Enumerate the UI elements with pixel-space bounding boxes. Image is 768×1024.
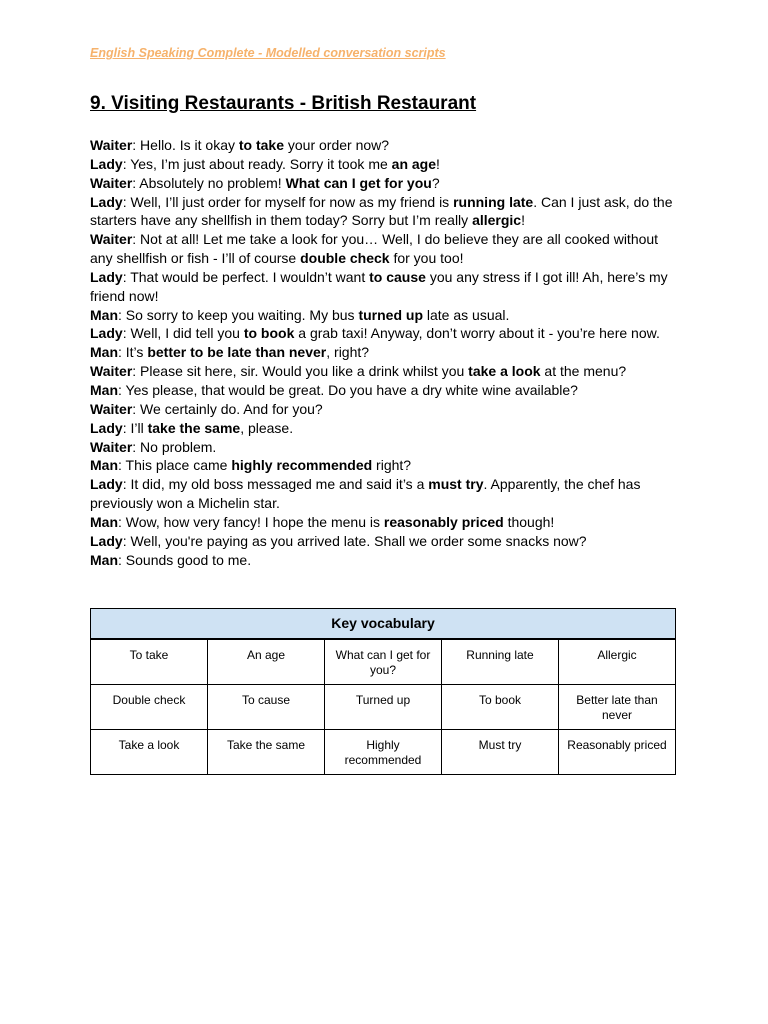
dialogue-line: [90, 324, 680, 343]
document-page: [90, 44, 680, 569]
dialogue-text: , please.: [240, 419, 294, 436]
speaker-name: Man: [90, 381, 118, 398]
dialogue-line: [90, 193, 680, 231]
dialogue-text: : We certainly do. And for you?: [132, 400, 323, 417]
key-vocabulary-table: [90, 608, 676, 775]
speaker-name: Waiter: [90, 231, 133, 248]
conversation-script: [90, 136, 680, 569]
vocab-cell: Highly recommended: [325, 730, 442, 775]
vocab-cell: Double check: [91, 685, 208, 730]
dialogue-text: !: [521, 212, 525, 229]
speaker-name: Lady: [90, 268, 123, 285]
dialogue-text: ?: [431, 174, 440, 191]
dialogue-line: [90, 475, 680, 513]
dialogue-line: [90, 456, 680, 475]
vocab-cell: Take the same: [208, 730, 325, 775]
key-phrase: What can I get for you: [285, 174, 432, 191]
speaker-name: Waiter: [90, 174, 133, 191]
dialogue-text: : Please sit here, sir. Would you like a drink whilst you: [132, 363, 469, 380]
dialogue-line: [90, 438, 680, 457]
dialogue-text: late as usual.: [423, 306, 510, 323]
table-row: [91, 730, 676, 775]
speaker-name: Man: [90, 551, 118, 568]
dialogue-text: right?: [372, 457, 412, 474]
dialogue-line: [90, 268, 680, 306]
dialogue-text: : Well, you're paying as you arrived late. Shall we order some snacks now?: [122, 532, 587, 549]
key-phrase: highly recommended: [231, 457, 373, 474]
dialogue-text: : No problem.: [132, 438, 217, 455]
dialogue-text: : Well, I did tell you: [122, 325, 244, 342]
vocab-cell: Take a look: [91, 730, 208, 775]
vocab-cell: Better late than never: [559, 685, 676, 730]
dialogue-line: [90, 532, 680, 551]
dialogue-text: your order now?: [284, 137, 390, 153]
dialogue-text: !: [436, 155, 440, 172]
dialogue-text: . Apparently, the chef has previously won a Michelin star.: [90, 476, 641, 512]
dialogue-line: [90, 136, 680, 155]
vocab-cell: To cause: [208, 685, 325, 730]
speaker-name: Man: [90, 513, 118, 530]
key-phrase: take a look: [468, 363, 541, 380]
key-phrase: to cause: [369, 268, 426, 285]
key-phrase: take the same: [147, 419, 241, 436]
key-phrase: allergic: [472, 212, 522, 229]
dialogue-text: you any stress if I got ill! Ah, here’s my friend now!: [90, 268, 668, 304]
dialogue-text: at the menu?: [540, 363, 627, 380]
dialogue-text: : Well, I’ll just order for myself for now as my friend is: [122, 193, 454, 210]
vocab-table-body: [91, 639, 676, 775]
dialogue-text: : So sorry to keep you waiting. My bus: [118, 306, 359, 323]
dialogue-text: : Hello. Is it okay: [132, 137, 239, 153]
key-phrase: must try: [428, 476, 484, 493]
dialogue-line: [90, 513, 680, 532]
dialogue-text: : Sounds good to me.: [118, 551, 252, 568]
vocab-cell: Turned up: [325, 685, 442, 730]
key-phrase: better to be late than never: [147, 344, 327, 361]
vocab-cell: Must try: [442, 730, 559, 775]
dialogue-text: : Yes, I’m just about ready. Sorry it took me: [122, 155, 392, 172]
key-phrase: double check: [300, 250, 390, 267]
dialogue-line: [90, 306, 680, 325]
dialogue-text: though!: [503, 513, 555, 530]
dialogue-line: [90, 230, 680, 268]
speaker-name: Man: [90, 306, 118, 323]
speaker-name: Lady: [90, 325, 123, 342]
dialogue-line: [90, 155, 680, 174]
vocab-cell: To book: [442, 685, 559, 730]
dialogue-text: : It’s: [118, 344, 148, 361]
dialogue-text: , right?: [326, 344, 370, 361]
speaker-name: Waiter: [90, 137, 133, 153]
key-phrase: to book: [243, 325, 295, 342]
vocab-table-header: Key vocabulary: [91, 609, 676, 640]
speaker-name: Lady: [90, 532, 123, 549]
speaker-name: Waiter: [90, 400, 133, 417]
dialogue-text: : Wow, how very fancy! I hope the menu is: [118, 513, 384, 530]
header-link[interactable]: English Speaking Complete - Modelled conversation scripts: [90, 46, 446, 60]
dialogue-line: [90, 419, 680, 438]
dialogue-line: [90, 551, 680, 570]
vocab-cell: An age: [208, 639, 325, 685]
key-phrase: running late: [453, 193, 534, 210]
dialogue-text: . Can I just ask, do the starters have any shellfish in them today? Sorry but I’m really: [90, 193, 673, 229]
dialogue-line: [90, 400, 680, 419]
table-row: [91, 639, 676, 685]
speaker-name: Man: [90, 457, 118, 474]
speaker-name: Lady: [90, 193, 123, 210]
vocab-cell: To take: [91, 639, 208, 685]
dialogue-text: : This place came: [118, 457, 232, 474]
key-phrase: turned up: [358, 306, 423, 323]
dialogue-text: : Not at all! Let me take a look for you… Well, I do believe they are all cooked without any shellfish or fish - I’ll of course: [90, 231, 659, 267]
speaker-name: Lady: [90, 419, 123, 436]
dialogue-text: : Absolutely no problem!: [132, 174, 286, 191]
key-phrase: reasonably priced: [383, 513, 504, 530]
vocab-cell: What can I get for you?: [325, 639, 442, 685]
key-phrase: to take: [238, 137, 284, 153]
dialogue-text: a grab taxi! Anyway, don’t worry about it - you’re here now.: [294, 325, 660, 342]
vocab-cell: Allergic: [559, 639, 676, 685]
speaker-name: Waiter: [90, 438, 133, 455]
dialogue-line: [90, 343, 680, 362]
speaker-name: Lady: [90, 476, 123, 493]
vocab-cell: Reasonably priced: [559, 730, 676, 775]
speaker-name: Lady: [90, 155, 123, 172]
dialogue-text: : That would be perfect. I wouldn’t want: [122, 268, 370, 285]
speaker-name: Waiter: [90, 363, 133, 380]
vocab-cell: Running late: [442, 639, 559, 685]
dialogue-line: [90, 381, 680, 400]
dialogue-line: [90, 362, 680, 381]
dialogue-text: : Yes please, that would be great. Do you have a dry white wine available?: [118, 381, 578, 398]
dialogue-text: : It did, my old boss messaged me and said it’s a: [122, 476, 429, 493]
dialogue-text: for you too!: [389, 250, 464, 267]
dialogue-text: : I’ll: [122, 419, 148, 436]
dialogue-line: [90, 174, 680, 193]
page-title: 9. Visiting Restaurants - British Restaurant: [90, 93, 477, 114]
table-row: [91, 685, 676, 730]
speaker-name: Man: [90, 344, 118, 361]
key-phrase: an age: [391, 155, 437, 172]
